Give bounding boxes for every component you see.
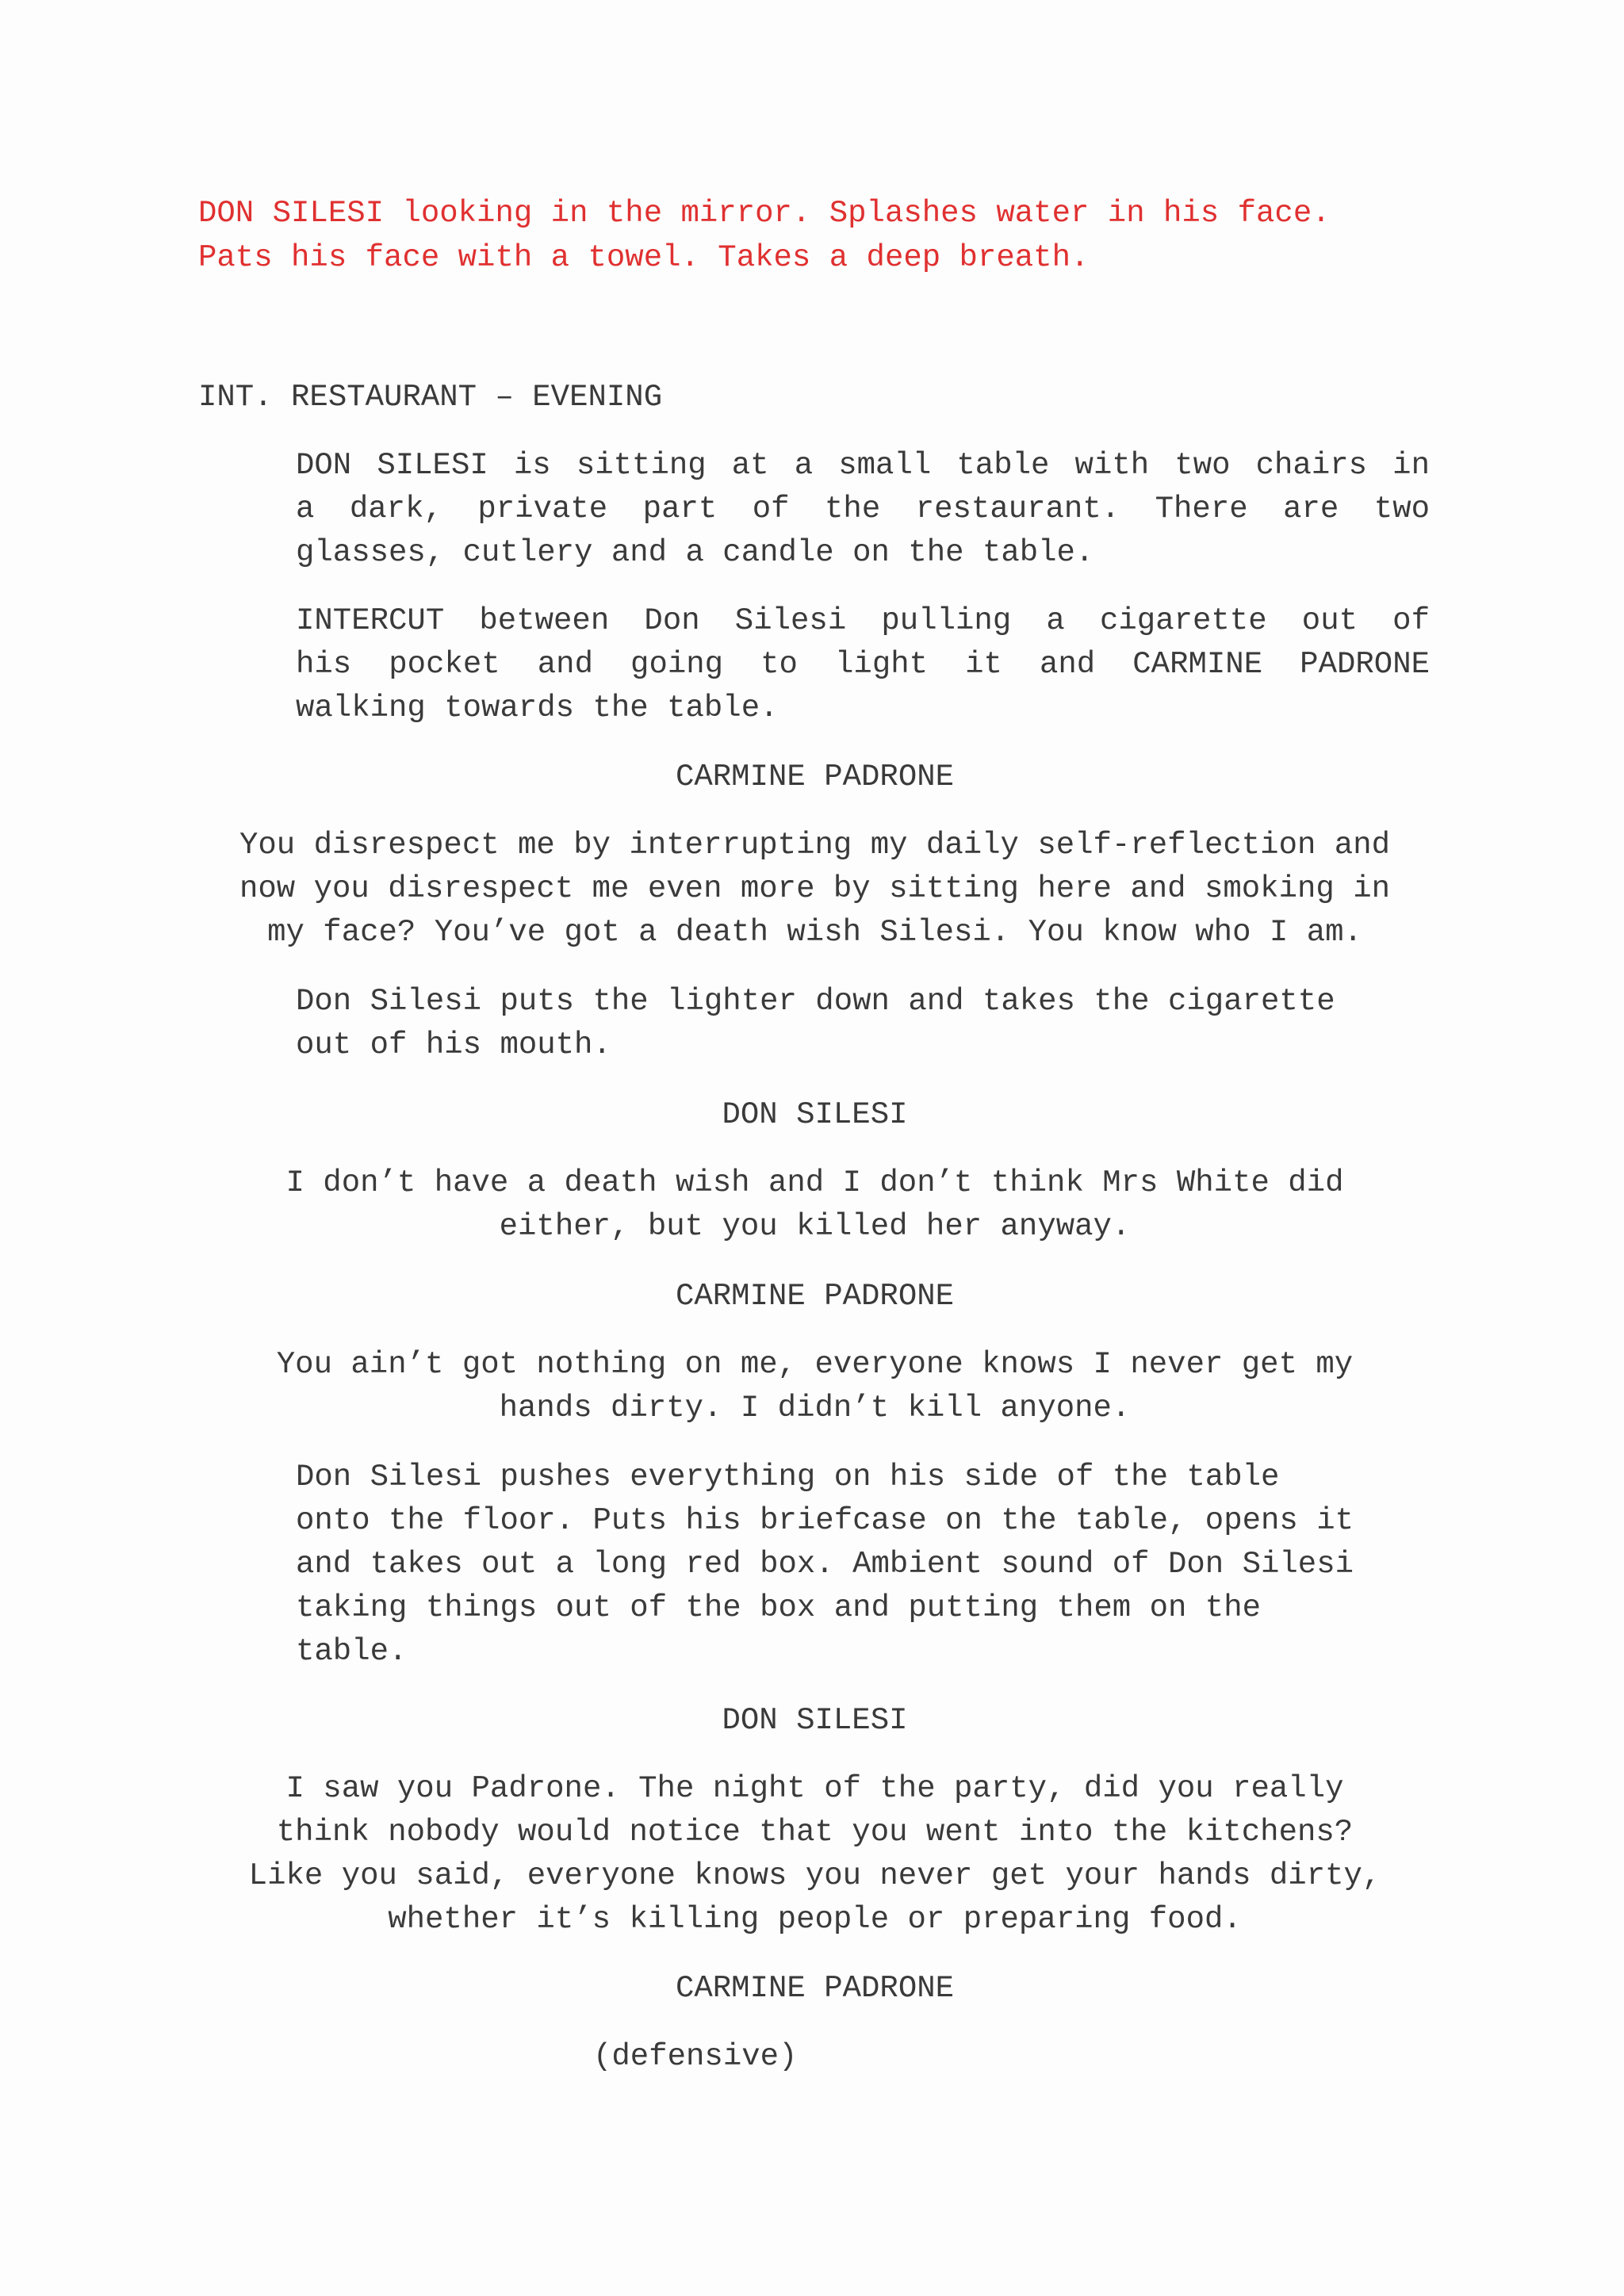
intro-action-line: DON SILESI looking in the mirror. Splashes water in his face.	[198, 196, 1331, 231]
action-line: a dark, private part of the restaurant. There are two	[296, 492, 1430, 526]
action-line: onto the floor. Puts his briefcase on the table, opens it	[296, 1503, 1354, 1538]
action-line: Don Silesi pushes everything on his side of the table	[296, 1460, 1280, 1494]
action-line: DON SILESI is sitting at a small table with two chairs in	[296, 448, 1430, 483]
action-line: his pocket and going to light it and CARMINE PADRONE	[296, 647, 1430, 682]
dialogue-line: You ain’t got nothing on me, everyone knows I never get my	[276, 1347, 1354, 1382]
dialogue-line: Like you said, everyone knows you never get your hands dirty,	[248, 1858, 1381, 1893]
character-name: CARMINE PADRONE	[675, 1971, 955, 2006]
character-name: CARMINE PADRONE	[675, 760, 955, 794]
dialogue-line: either, but you killed her anyway.	[499, 1209, 1131, 1244]
dialogue-line: You disrespect me by interrupting my daily self-reflection and	[239, 828, 1391, 863]
character-name: CARMINE PADRONE	[675, 1279, 955, 1314]
action-line: Don Silesi puts the lighter down and takes the cigarette	[296, 984, 1335, 1019]
action-line: INTERCUT between Don Silesi pulling a cigarette out of	[296, 603, 1430, 638]
intro-action-line: Pats his face with a towel. Takes a deep breath.	[198, 240, 1090, 275]
dialogue-line: I saw you Padrone. The night of the party, did you really	[285, 1771, 1344, 1806]
character-name: DON SILESI	[722, 1703, 908, 1738]
parenthetical: (defensive)	[593, 2039, 798, 2074]
action-line: walking towards the table.	[296, 691, 779, 725]
action-line: taking things out of the box and putting them on the	[296, 1590, 1261, 1625]
action-line: out of his mouth.	[296, 1027, 611, 1062]
dialogue-line: hands dirty. I didn’t kill anyone.	[499, 1391, 1131, 1425]
dialogue-line: whether it’s killing people or preparing food.	[388, 1902, 1242, 1937]
dialogue-line: think nobody would notice that you went into the kitchens?	[276, 1815, 1354, 1850]
dialogue-line: I don’t have a death wish and I don’t think Mrs White did	[285, 1165, 1344, 1200]
action-line: and takes out a long red box. Ambient sound of Don Silesi	[296, 1547, 1354, 1582]
scene-heading: INT. RESTAURANT – EVENING	[198, 380, 663, 415]
dialogue-line: now you disrespect me even more by sitting here and smoking in	[239, 871, 1391, 906]
dialogue-line: my face? You’ve got a death wish Silesi. You know who I am.	[267, 915, 1362, 950]
action-line: glasses, cutlery and a candle on the table.	[296, 535, 1094, 570]
action-line: table.	[296, 1634, 408, 1669]
character-name: DON SILESI	[722, 1097, 908, 1132]
